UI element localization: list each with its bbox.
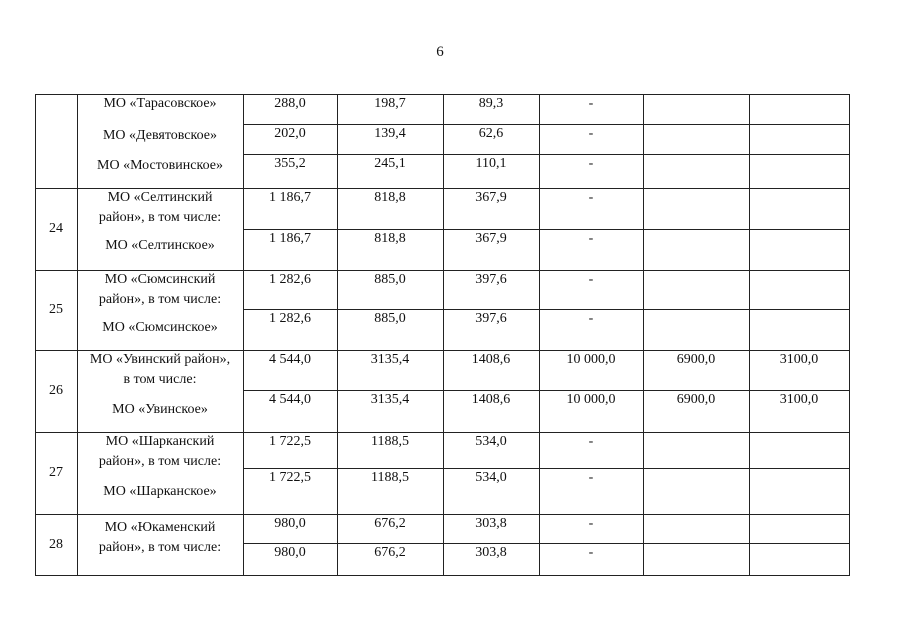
value-cell: 303,8 [475,516,507,531]
value-cell: 1188,5 [371,470,409,485]
value-cell: - [588,434,594,449]
row-number: 27 [49,465,63,480]
value-cell: 198,7 [374,96,406,111]
value-cell: - [588,190,594,205]
municipality-name: МО «Сюмсинское» [102,320,218,335]
value-cell: 1 722,5 [269,434,311,449]
value-cell: - [588,156,594,171]
value-cell: 980,0 [274,545,306,560]
municipality-name: район», в том числе: [98,540,222,555]
value-cell: 818,8 [374,231,406,246]
value-cell: 367,9 [475,190,507,205]
value-cell: 1 186,7 [269,231,311,246]
value-cell: - [588,516,594,531]
grid-vline [35,94,36,576]
value-cell: 245,1 [374,156,406,171]
grid-vline [643,94,644,576]
row-number: 28 [49,536,63,552]
value-cell: 1 282,6 [269,272,311,287]
value-cell: - [588,311,594,326]
value-cell: 1408,6 [471,352,511,367]
municipality-name: МО «Сюмсинский [104,272,216,287]
municipality-name: район», в том числе: [98,210,222,225]
table-bottom-border [35,575,850,576]
value-cell: 355,2 [274,156,306,171]
value-cell: 3100,0 [779,392,819,407]
value-cell: 397,6 [475,272,507,287]
value-cell: - [588,126,594,141]
row-number: 26 [49,383,63,398]
row-number: 25 [49,302,63,317]
value-cell: 110,1 [475,156,507,171]
value-cell: 534,0 [475,434,507,449]
value-cell: 4 544,0 [269,352,311,367]
value-cell: 10 000,0 [566,392,616,407]
value-cell: 303,8 [475,545,507,560]
value-cell: 62,6 [478,126,504,141]
value-cell: - [588,272,594,287]
municipality-name: МО «Шарканское» [103,484,217,499]
page-number: 6 [436,44,444,60]
value-cell: 534,0 [475,470,507,485]
municipality-name: в том числе: [123,372,197,387]
municipality-name: МО «Девятовское» [102,128,217,143]
municipality-name: МО «Мостовинское» [97,158,223,173]
value-cell: - [588,231,594,246]
value-cell: 1188,5 [371,434,409,449]
municipality-name: МО «Увинский район», [89,352,231,367]
value-cell: 818,8 [374,190,406,205]
value-cell: 202,0 [274,126,306,141]
municipality-name: МО «Юкаменский [104,520,216,535]
value-cell: 980,0 [274,516,306,531]
value-cell: 676,2 [374,516,406,531]
municipality-name: МО «Увинское» [112,402,208,417]
value-cell: 397,6 [475,311,507,326]
value-cell: 6900,0 [676,352,716,367]
value-cell: - [588,96,594,111]
value-cell: - [588,545,594,560]
municipality-name: МО «Тарасовское» [103,96,217,111]
municipality-name: район», в том числе: [98,454,222,469]
value-cell: 1408,6 [471,392,511,407]
value-cell: - [588,470,594,485]
value-cell: 139,4 [374,126,406,141]
municipality-name: МО «Селтинский [107,190,213,205]
municipality-name: район», в том числе: [98,292,222,307]
value-cell: 676,2 [374,545,406,560]
value-cell: 885,0 [374,272,406,287]
value-cell: 1 722,5 [269,470,311,485]
value-cell: 89,3 [478,96,504,111]
municipality-name: МО «Селтинское» [105,238,215,253]
value-cell: 3135,4 [370,352,410,367]
value-cell: 288,0 [274,96,306,111]
value-cell: 3100,0 [779,352,819,367]
value-cell: 1 282,6 [269,311,311,326]
value-cell: 1 186,7 [269,190,311,205]
value-cell: 10 000,0 [566,352,616,367]
row-number: 24 [49,221,63,236]
value-cell: 4 544,0 [269,392,311,407]
grid-vline [749,94,750,576]
value-cell: 3135,4 [370,392,410,407]
grid-vline [849,94,850,576]
municipality-name: МО «Шарканский [105,434,215,449]
value-cell: 367,9 [475,231,507,246]
value-cell: 6900,0 [676,392,716,407]
value-cell: 885,0 [374,311,406,326]
